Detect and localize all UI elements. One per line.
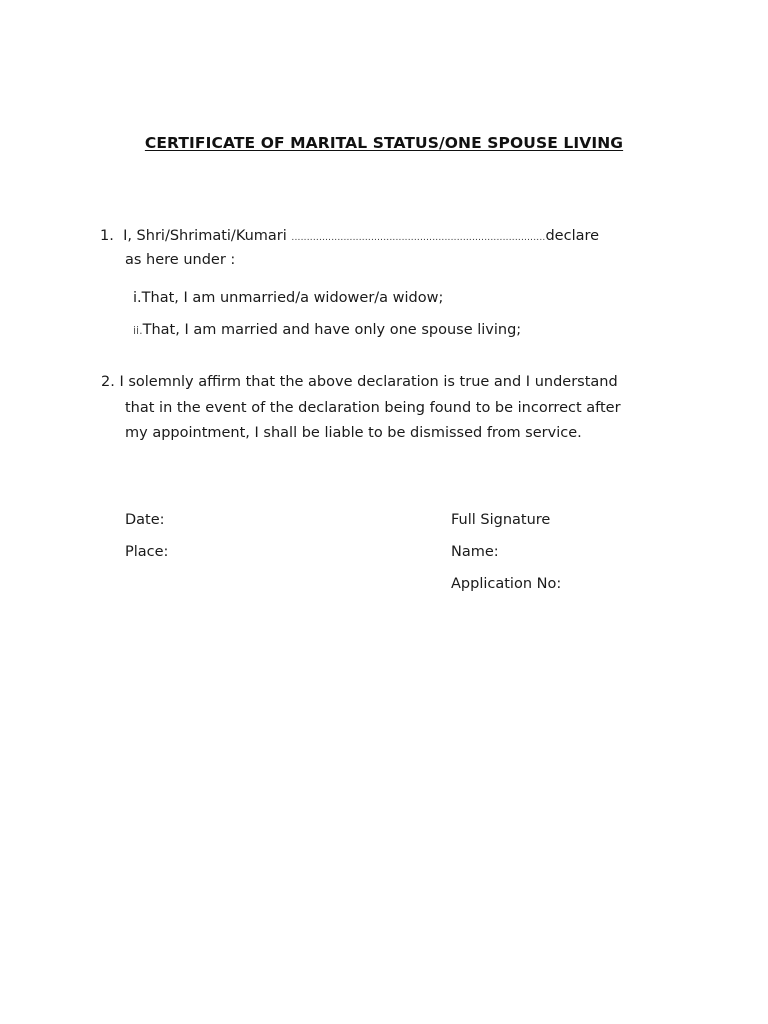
- declare-word: declare: [545, 228, 600, 244]
- signature-label: Full Signature: [451, 512, 551, 528]
- option-unmarried: [133, 290, 443, 306]
- option-text: That, I am married and have only one spouse living;: [142, 322, 522, 338]
- place-label: Place:: [125, 544, 169, 560]
- declaration-line: [100, 228, 599, 244]
- application-number-label: Application No:: [451, 576, 562, 592]
- affirmation-line-2: that in the event of the declaration being found to be incorrect after: [125, 400, 621, 416]
- name-blank: ...................................................................................: [291, 233, 546, 243]
- document-title: CERTIFICATE OF MARITAL STATUS/ONE SPOUSE LIVING: [144, 134, 624, 152]
- option-numeral: ii.: [133, 324, 143, 337]
- date-label: Date:: [125, 512, 165, 528]
- option-married: [133, 322, 521, 338]
- affirmation-line-1: 2. I solemnly affirm that the above declaration is true and I understand: [101, 374, 618, 390]
- affirmation-line-3: my appointment, I shall be liable to be dismissed from service.: [125, 425, 582, 441]
- item-number: 1.: [100, 228, 114, 244]
- option-numeral: i.: [133, 290, 142, 306]
- name-label: Name:: [451, 544, 499, 560]
- declaration-continuation: as here under :: [125, 252, 236, 268]
- option-text: That, I am unmarried/a widower/a widow;: [141, 290, 444, 306]
- name-prefix: I, Shri/Shrimati/Kumari: [123, 228, 287, 244]
